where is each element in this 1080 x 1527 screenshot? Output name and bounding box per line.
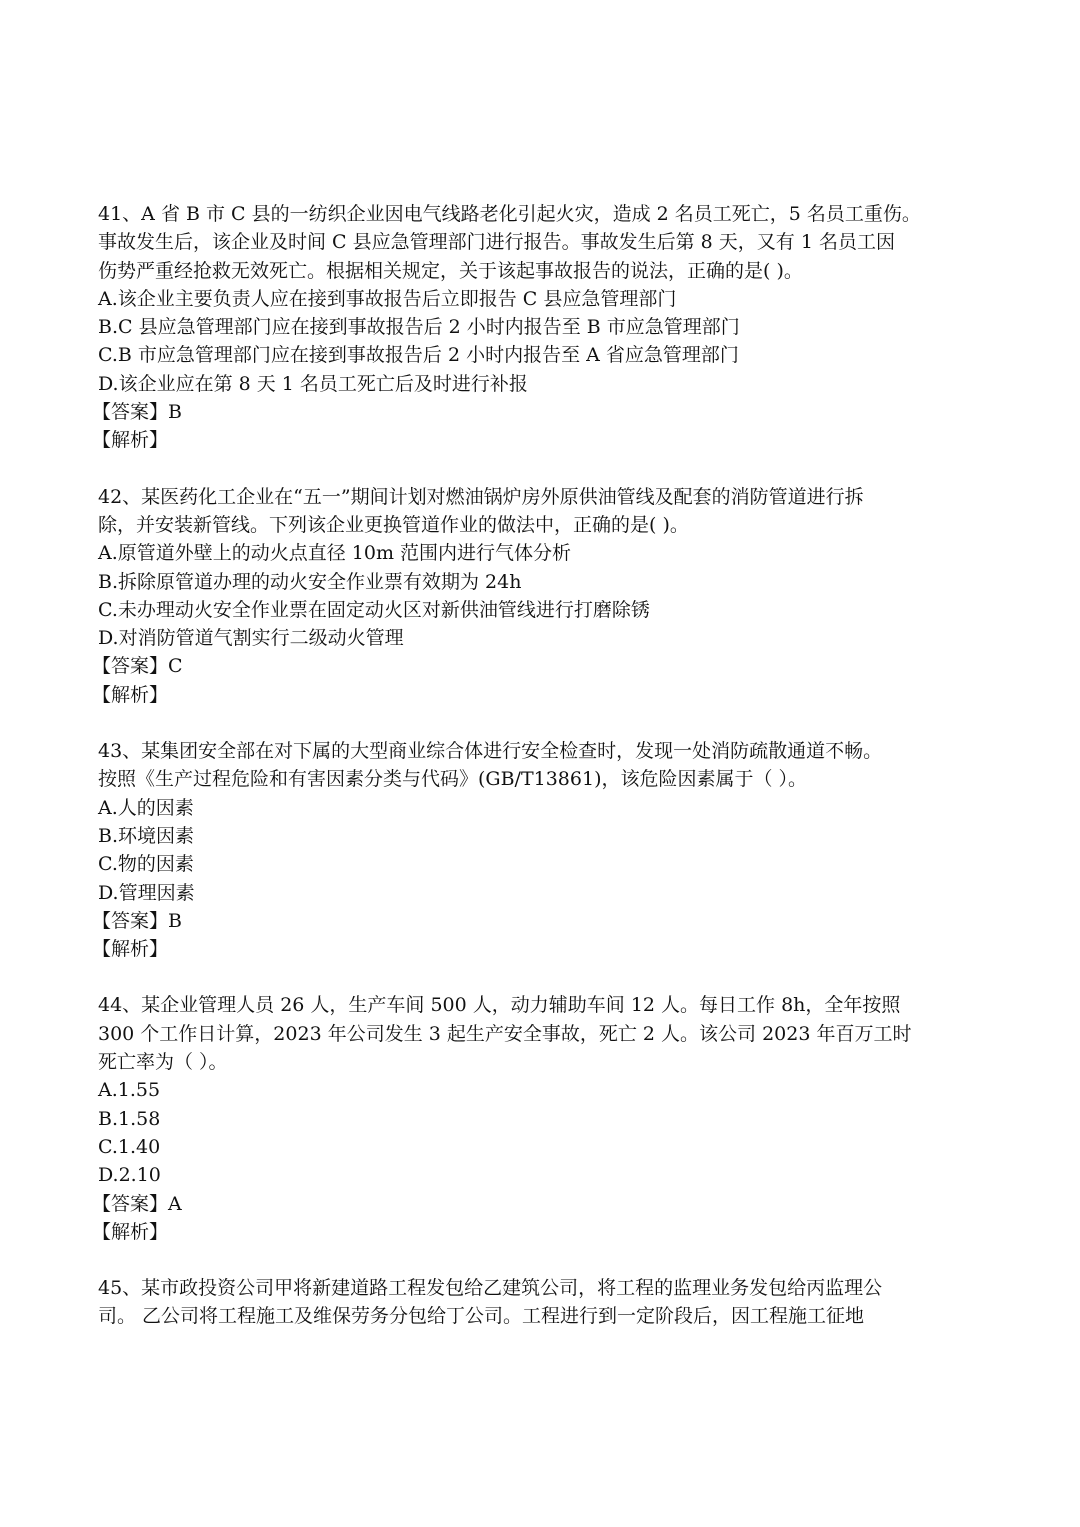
question-stem-line: 41、A 省 B 市 C 县的一纺织企业因电气线路老化引起火灾，造成 2 名员工死亡，5 名员工重伤。	[98, 203, 921, 225]
option-d: D.2.10	[98, 1164, 161, 1187]
question-stem-line: 44、某企业管理人员 26 人，生产车间 500 人，动力辅助车间 12 人。每日工作 8h，全年按照	[98, 994, 901, 1017]
question-stem-line: 伤势严重经抢救无效死亡。根据相关规定，关于该起事故报告的说法，正确的是( )。	[98, 259, 803, 282]
question-stem-line: 45、某市政投资公司甲将新建道路工程发包给乙建筑公司，将工程的监理业务发包给丙监理公	[98, 1277, 883, 1300]
option-b: B.拆除原管道办理的动火安全作业票有效期为 24h	[98, 570, 522, 593]
answer-label: 【答案】C	[92, 655, 183, 678]
option-a: A.1.55	[98, 1079, 161, 1102]
analysis-label: 【解析】	[92, 683, 169, 706]
option-c: C.B 市应急管理部门应在接到事故报告后 2 小时内报告至 A 省应急管理部门	[98, 344, 739, 367]
question-stem-line: 司。 乙公司将工程施工及维保劳务分包给丁公司。工程进行到一定阶段后，因工程施工征地	[98, 1305, 865, 1328]
option-d: D.该企业应在第 8 天 1 名员工死亡后及时进行补报	[98, 372, 528, 395]
option-b: B.C 县应急管理部门应在接到事故报告后 2 小时内报告至 B 市应急管理部门	[98, 316, 740, 339]
option-d: D.管理因素	[98, 881, 195, 904]
option-c: C.物的因素	[98, 853, 194, 876]
answer-label: 【答案】A	[92, 1192, 182, 1215]
question-stem-line: 按照《生产过程危险和有害因素分类与代码》(GB/T13861)，该危险因素属于（ ）。	[98, 768, 808, 791]
option-a: A.原管道外壁上的动火点直径 10m 范围内进行气体分析	[98, 542, 572, 565]
option-d: D.对消防管道气割实行二级动火管理	[98, 627, 404, 650]
analysis-label: 【解析】	[92, 1220, 169, 1243]
answer-label: 【答案】B	[92, 909, 182, 932]
option-b: B.1.58	[98, 1107, 161, 1130]
option-c: C.1.40	[98, 1135, 161, 1158]
question-43	[92, 737, 988, 963]
question-41	[92, 200, 988, 455]
analysis-label: 【解析】	[92, 938, 169, 961]
question-stem-line: 300 个工作日计算，2023 年公司发生 3 起生产安全事故，死亡 2 人。该公司 2023 年百万工时	[98, 1022, 912, 1045]
question-stem-line: 42、某医药化工企业在“五一”期间计划对燃油锅炉房外原供油管线及配套的消防管道进行拆	[98, 485, 864, 508]
option-c: C.未办理动火安全作业票在固定动火区对新供油管线进行打磨除锈	[98, 598, 650, 621]
question-44	[92, 991, 988, 1246]
document-page	[92, 200, 988, 1331]
option-a: A.该企业主要负责人应在接到事故报告后立即报告 C 县应急管理部门	[98, 287, 677, 310]
question-stem-line: 死亡率为（ ）。	[98, 1051, 228, 1074]
answer-label: 【答案】B	[92, 401, 182, 424]
option-a: A.人的因素	[98, 796, 194, 819]
option-b: B.环境因素	[98, 824, 195, 847]
question-stem-line: 事故发生后，该企业及时间 C 县应急管理部门进行报告。事故发生后第 8 天，又有 1 名员工因	[98, 231, 895, 254]
question-stem-line: 43、某集团安全部在对下属的大型商业综合体进行安全检查时，发现一处消防疏散通道不畅。	[98, 740, 883, 763]
question-stem-line: 除，并安装新管线。下列该企业更换管道作业的做法中，正确的是( )。	[98, 513, 689, 536]
question-45	[98, 1274, 988, 1331]
analysis-label: 【解析】	[92, 429, 169, 452]
question-42	[92, 483, 988, 709]
